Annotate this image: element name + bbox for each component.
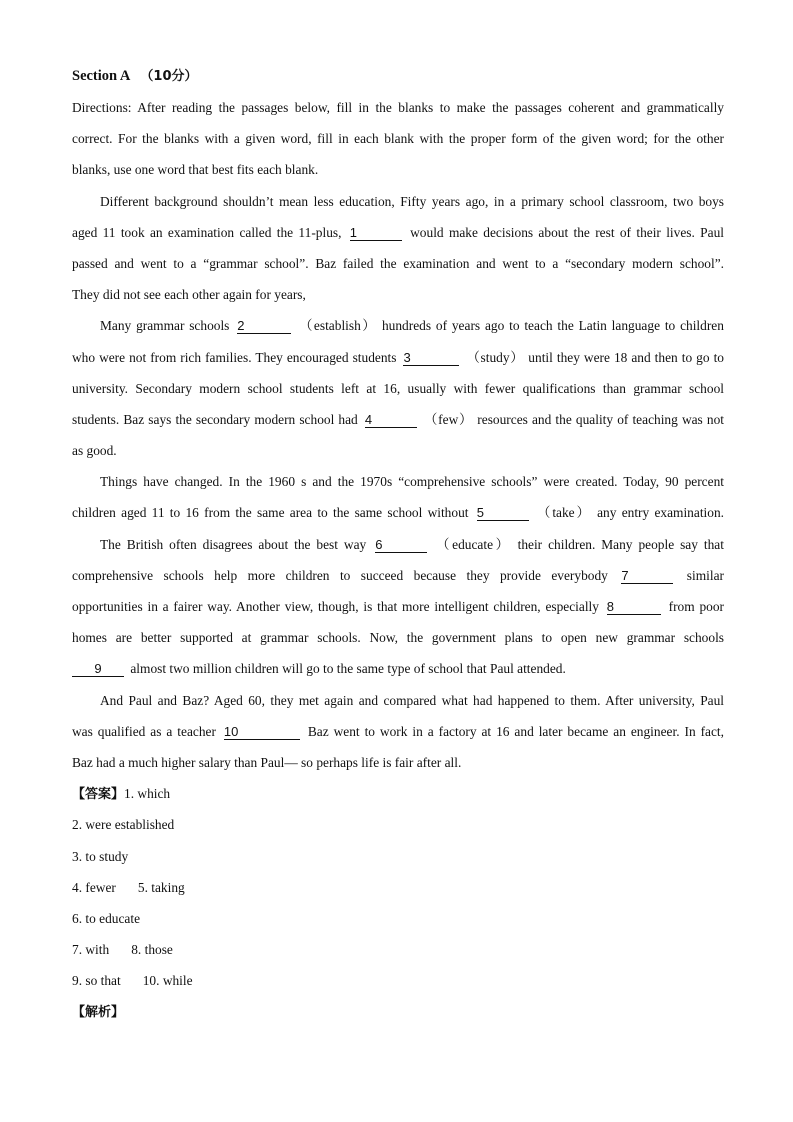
- text-segment: hundreds of years ago to teach the Latin language to children: [381, 318, 724, 334]
- paragraph-4: [72, 529, 724, 685]
- answer-line: [72, 841, 724, 872]
- answer-item: 6. to educate: [72, 910, 141, 926]
- text-line: [72, 342, 724, 373]
- answer-item: 8. those: [131, 942, 173, 958]
- text-line: Different background shouldn’t mean less education, Fifty years ago, in a primary school classroom, two boys: [100, 193, 724, 209]
- blank-10[interactable]: 10: [224, 724, 300, 740]
- answer-item: 7. with: [72, 942, 110, 958]
- text-segment: almost two million children will go to the same type of school that Paul attended.: [130, 661, 566, 677]
- text-segment: until they were 18 and then to go to: [528, 349, 724, 365]
- text-segment: Many grammar schools: [100, 318, 230, 334]
- text-line: Things have changed. In the 1960 s and the 1970s “comprehensive schools” were created. Today, 90 percent: [100, 474, 724, 490]
- text-line: [72, 217, 724, 248]
- answer-item: 9. so that: [72, 973, 121, 989]
- text-segment: resources and the quality of teaching was not: [477, 411, 724, 427]
- directions: [72, 92, 724, 186]
- text-segment: would make decisions about the rest of their lives. Paul: [410, 224, 724, 240]
- blank-9[interactable]: 9: [72, 661, 124, 677]
- text-segment: children aged 11 to 16 from the same area to the same school without: [72, 505, 469, 521]
- text-segment: any entry examination.: [597, 505, 724, 521]
- text-line: [72, 497, 724, 528]
- blank-5[interactable]: 5: [477, 505, 529, 521]
- text-line: [72, 716, 724, 747]
- blank-7[interactable]: 7: [621, 568, 673, 584]
- text-line: They did not see each other again for years,: [72, 287, 306, 303]
- text-segment: was qualified as a teacher: [72, 723, 216, 739]
- paragraph-5: [72, 685, 724, 779]
- word-hint: （educate）: [436, 536, 512, 552]
- word-hint: （take）: [537, 505, 592, 521]
- answer-line: [72, 872, 724, 903]
- blank-8[interactable]: 8: [607, 599, 661, 615]
- text-segment: similar: [686, 567, 724, 583]
- text-line: as good.: [72, 443, 117, 459]
- blank-1[interactable]: 1: [350, 225, 402, 241]
- text-line: passed and went to a “grammar school”. Baz failed the examination and went to a “secondary modern school”.: [72, 255, 724, 271]
- answer-line: [72, 965, 724, 996]
- answer-item: 4. fewer: [72, 879, 116, 895]
- answer-item: 10. while: [142, 973, 193, 989]
- section-score: （10分）: [140, 69, 198, 84]
- text-line: [72, 560, 724, 591]
- text-segment: The British often disagrees about the best way: [100, 536, 367, 552]
- text-line: homes are better supported at grammar schools. Now, the government plans to open new grammar schools: [72, 630, 724, 646]
- text-segment: their children. Many people say that: [517, 536, 724, 552]
- analysis-line: [72, 996, 724, 1027]
- answer-line: [72, 934, 724, 965]
- text-line: [72, 310, 724, 341]
- blank-3[interactable]: 3: [403, 350, 459, 366]
- answer-item: 2. were established: [72, 817, 175, 833]
- answer-line: [72, 903, 724, 934]
- text-line: [72, 404, 724, 435]
- answer-item: 1. which: [124, 786, 171, 802]
- text-segment: aged 11 took an examination called the 11-plus,: [72, 224, 342, 240]
- paragraph-2: [72, 310, 724, 466]
- paragraph-1: [72, 186, 724, 311]
- text-line: [72, 653, 724, 684]
- text-line: [72, 529, 724, 560]
- answer-item: 5. taking: [137, 879, 185, 895]
- text-segment: opportunities in a fairer way. Another view, though, is that more intelligent children, especially: [72, 599, 599, 614]
- text-line: university. Secondary modern school students left at 16, usually with fewer qualifications than grammar school: [72, 380, 724, 396]
- text-segment: Baz went to work in a factory at 16 and later became an engineer. In fact,: [307, 723, 724, 739]
- answer-tag: 【答案】: [72, 787, 125, 803]
- answer-line: [72, 778, 724, 809]
- word-hint: （study）: [466, 349, 525, 365]
- directions-line: blanks, use one word that best fits each blank.: [72, 162, 319, 178]
- directions-line: correct. For the blanks with a given word, fill in each blank with the proper form of the given word; for the other: [72, 131, 724, 147]
- directions-line: Directions: After reading the passages below, fill in the blanks to make the passages coherent and grammatically: [72, 100, 724, 115]
- text-line: [72, 591, 724, 622]
- section-heading: [72, 64, 724, 92]
- text-segment: comprehensive schools help more children to succeed because they provide everybody: [72, 567, 608, 583]
- answer-section: [72, 778, 724, 1028]
- blank-4[interactable]: 4: [365, 412, 417, 428]
- text-segment: who were not from rich families. They encouraged students: [72, 349, 397, 365]
- text-segment: students. Baz says the secondary modern school had: [72, 411, 358, 427]
- section-title: Section A: [72, 68, 131, 84]
- answer-line: [72, 809, 724, 840]
- analysis-tag: 【解析】: [72, 1005, 125, 1021]
- text-line: And Paul and Baz? Aged 60, they met again and compared what had happened to them. After university, Paul: [100, 692, 724, 708]
- blank-2[interactable]: 2: [237, 318, 291, 334]
- paragraph-3: [72, 466, 724, 528]
- text-line: Baz had a much higher salary than Paul— so perhaps life is fair after all.: [72, 754, 462, 770]
- word-hint: （establish）: [299, 318, 378, 334]
- worksheet-page: [72, 64, 724, 1028]
- word-hint: （few）: [424, 411, 474, 427]
- text-segment: from poor: [668, 599, 724, 614]
- answer-item: 3. to study: [72, 848, 129, 864]
- blank-6[interactable]: 6: [375, 537, 427, 553]
